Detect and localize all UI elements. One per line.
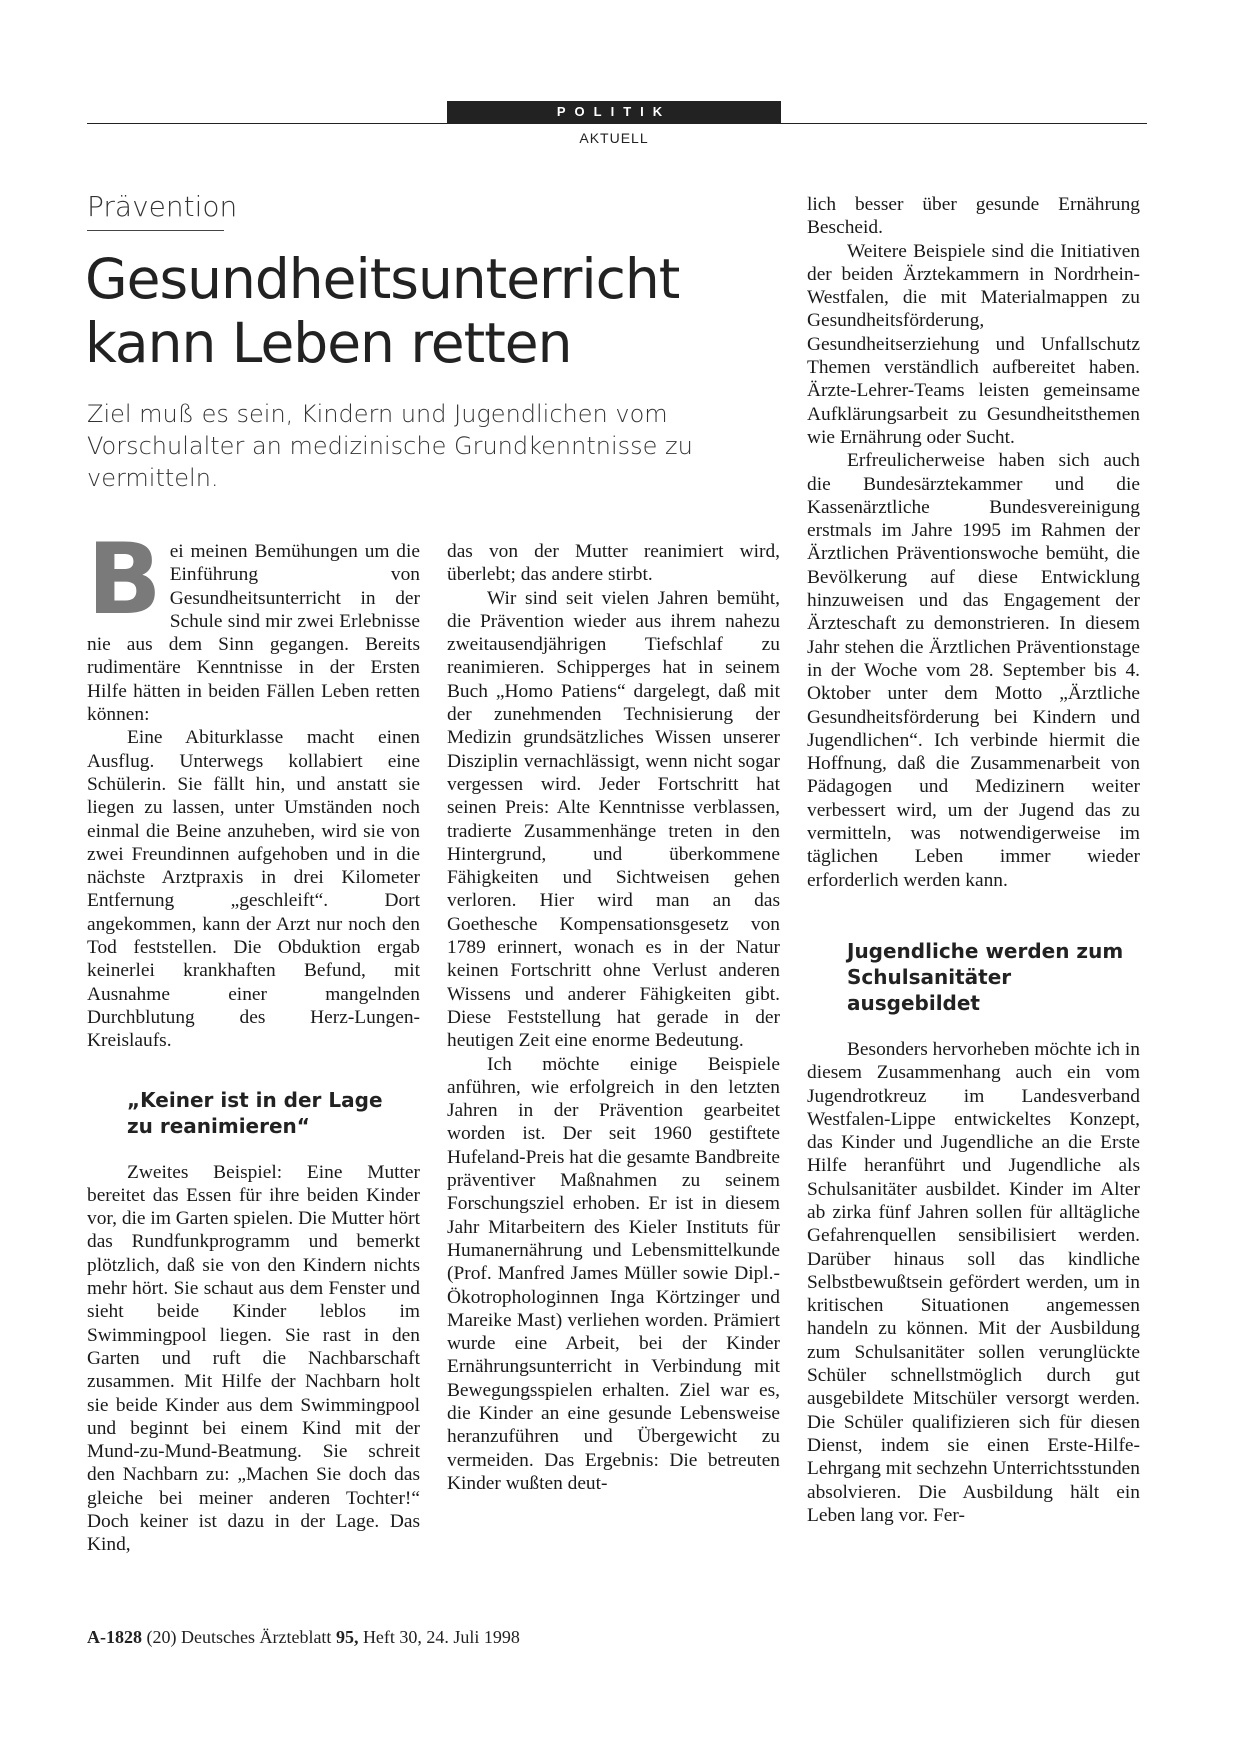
header-rule <box>87 123 1147 124</box>
headline-line-2: kann Leben retten <box>85 311 572 375</box>
headline <box>85 247 745 375</box>
column-3 <box>807 193 1140 1527</box>
paragraph: das von der Mutter reanimiert wird, überlebt; das andere stirbt. <box>447 541 780 586</box>
column-1 <box>87 523 420 1557</box>
paragraph: Zweites Beispiel: Eine Mutter bereitet das Essen für ihre beiden Kinder vor, die im Garten spielen. Die Mutter hört das Rundfunkprogramm und bemerkt plötzlich, daß sie von den Kindern nichts mehr hört. Sie schaut aus dem Fenster und sieht beide Kinder leblos im Swimmingpool liegen. Sie rast in den Garten und ruft die Nachbarschaft zusammen. Mit Hilfe der Nachbarn holt sie beide Kinder aus dem Swimmingpool und beginnt bei einem Kind mit der Mund-zu-Mund-Beatmung. Sie schreit den Nachbarn zu: „Machen Sie doch das gleiche bei meiner anderen Tochter!“ Doch keiner ist dazu in der Lage. Das Kind, <box>87 1161 420 1556</box>
subheading: „Keiner ist in der Lage zu reanimieren“ <box>127 1087 383 1138</box>
footer <box>87 1627 520 1648</box>
section-label: POLITIK <box>447 101 781 123</box>
paragraph: Eine Abiturklasse macht einen Ausflug. Unterwegs kollabiert eine Schülerin. Sie fällt hin, und anstatt sie liegen zu lassen, unter Umständen noch einmal die Beine anzuheben, wird sie von zwei Freundinnen aufgehoben und in die nächste Arztpraxis in drei Kilometer Entfernung „geschleift“. Dort angekommen, kann der Arzt nur noch den Tod feststellen. Die Obduktion ergab keinerlei krankhaften Befund, mit Ausnahme einer mangelnden Durchblutung des Herz-Lungen-Kreislaufs. <box>87 727 420 1052</box>
deck: Ziel muß es sein, Kindern und Jugendlichen vom Vorschulalter an medizinische Grundkenntnisse zu vermitteln. <box>87 400 693 492</box>
paragraph: Erfreulicherweise haben sich auch die Bundesärztekammer und die Kassenärztliche Bundesvereinigung erstmals im Jahre 1995 im Rahmen der Ärztlichen Präventionswoche bemüht, die Bevölkerung auf diese Entwicklung hinzuweisen und das Engagement der Ärzteschaft zu demonstrieren. In diesem Jahr stehen die Ärztlichen Präventionstage in der Woche vom 28. September bis 4. Oktober unter dem Motto „Ärztliche Gesundheitsförderung bei Kindern und Jugendlichen“. Ich verbinde hiermit die Hoffnung, daß die Zusammenarbeit von Pädagogen und Medizinern weiter verbessert wird, um der Jugend das zu vermitteln, was notwendigerweise im täglichen Leben immer wieder erforderlich werden kann. <box>807 450 1140 891</box>
column-2 <box>447 540 780 1495</box>
subsection-label: AKTUELL <box>579 130 649 146</box>
kicker: Prävention <box>87 190 238 223</box>
paragraph: ei meinen Bemühungen um die Einführung von Gesundheitsunterricht in der Schule sind mir zwei Erlebnisse nie aus dem Sinn gegangen. Bereits rudimentäre Kenntnisse in der Ersten Hilfe hätten in beiden Fällen Leben retten können: <box>87 541 420 726</box>
volume: 95, <box>335 1627 359 1647</box>
paragraph: Ich möchte einige Beispiele anführen, wie erfolgreich in den letzten Jahren in der Prävention gearbeitet worden ist. Der seit 1960 gestiftete Hufeland-Preis hat die gesamte Bandbreite präventiver Maßnahmen zu seinem Forschungsziel erhoben. Er ist in diesem Jahr Mitarbeitern des Kieler Instituts für Humanernährung und Lebensmittelkunde (Prof. Manfred James Müller sowie Dipl.-Ökotrophologinnen Inga Körtzinger und Mareike Mast) verliehen worden. Prämiert wurde eine Arbeit, bei der Kinder Ernährungsunterricht in Verbindung mit Bewegungsspielen erhalten. Ziel war es, die Kinder an eine gesunde Lebensweise heranzuführen und Übergewicht zu vermeiden. Das Ergebnis: Die betreuten Kinder wußten deut- <box>447 1053 780 1494</box>
dropcap: B <box>87 523 162 637</box>
page-number: A-1828 <box>87 1627 142 1647</box>
paragraph: Wir sind seit vielen Jahren bemüht, die Prävention wieder aus ihrem nahezu zweitausendjährigen Tiefschlaf zu reanimieren. Schipperges hat in seinem Buch „Homo Patiens“ dargelegt, daß mit der zunehmenden Technisierung der Medizin grundsätzliches Wissen unserer Disziplin vernachlässigt, wenn nicht sogar vergessen wird. Jeder Fortschritt hat seinen Preis: Alte Kenntnisse verblassen, tradierte Zusammenhänge treten in den Hintergrund, und überkommene Fähigkeiten und Sichtweisen gehen verloren. Hier wird man an das Goethesche Kompensationsgesetz von 1789 erinnert, wonach es in der Natur keinen Fortschritt ohne Verlust anderen Wissens und anderer Fähigkeiten gibt. Diese Feststellung hat gerade in der heutigen Zeit eine enorme Bedeutung. <box>447 587 780 1052</box>
issue-title: (20) Deutsches Ärzteblatt <box>146 1627 332 1647</box>
paragraph: Besonders hervorheben möchte ich in diesem Zusammenhang auch ein vom Jugendrotkreuz im Landesverband Westfalen-Lippe entwickeltes Konzept, das Kinder und Jugendliche an die Erste Hilfe heranführt und Jugendliche als Schulsanitäter ausbildet. Kinder im Alter ab zirka fünf Jahren sollen für alltägliche Gefahrenquellen sensibilisiert werden. Darüber hinaus soll das kindliche Selbstbewußtsein gefördert werden, um in kritischen Situationen angemessen handeln zu können. Mit der Ausbildung zum Schulsanitäter sollen verunglückte Schüler schnellstmöglich durch gut ausgebildete Mitschüler versorgt werden. Die Schüler qualifizieren sich für diesen Dienst, indem sie einen Erste-Hilfe-Lehrgang mit sechzehn Unterrichtsstunden absolvieren. Die Ausbildung hält ein Leben lang vor. Fer- <box>807 1038 1140 1526</box>
paragraph: lich besser über gesunde Ernährung Bescheid. <box>807 194 1140 239</box>
subheading: Jugendliche werden zum Schulsanitäter ausgebildet <box>847 938 1124 1015</box>
paragraph: Weitere Beispiele sind die Initiativen der beiden Ärztekammern in Nordrhein-Westfalen, die mit Materialmappen zu Gesundheitsförderung, Gesundheitserziehung und Unfallschutz Themen verständlich aufbereitet haben. Ärzte-Lehrer-Teams leisten gemeinsame Aufklärungsarbeit zu Gesundheitsthemen wie Ernährung oder Sucht. <box>807 240 1140 448</box>
headline-line-1: Gesundheitsunterricht <box>85 247 680 311</box>
issue-date: Heft 30, 24. Juli 1998 <box>362 1627 520 1647</box>
kicker-rule <box>87 230 224 231</box>
